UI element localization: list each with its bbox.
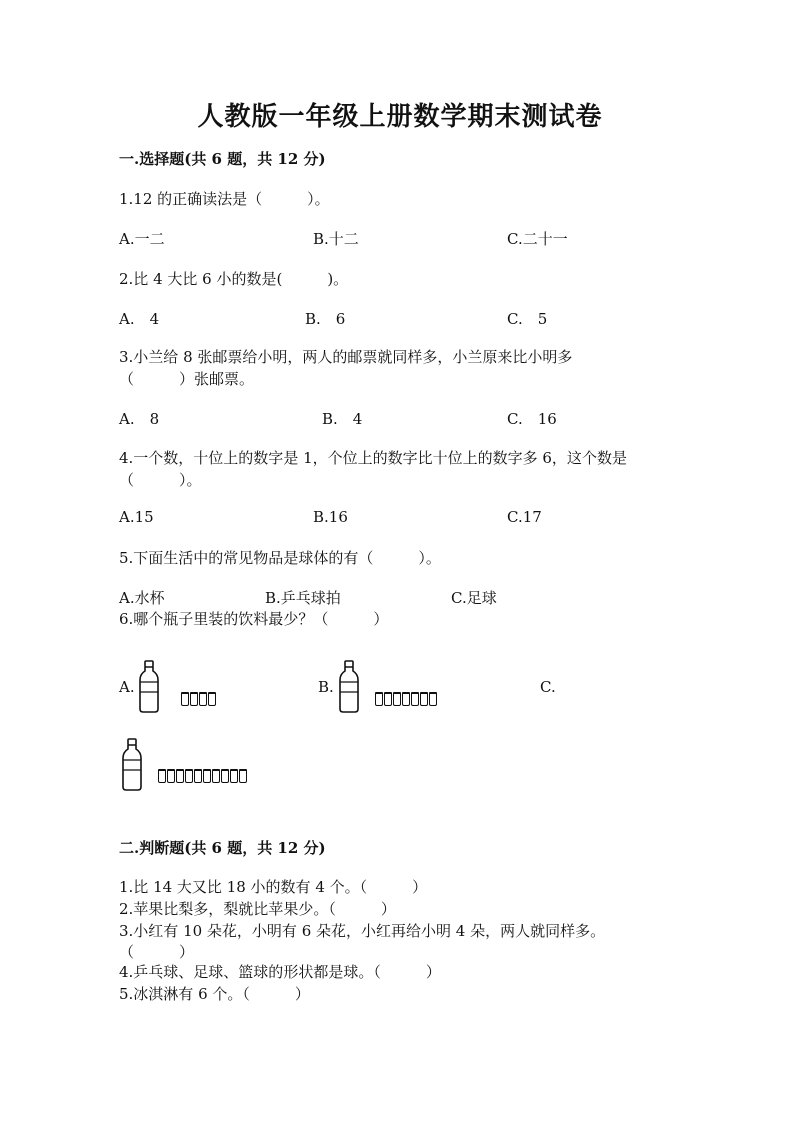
bottle-icon bbox=[137, 660, 161, 714]
question-3-line-1: 3.小兰给 8 张邮票给小明，两人的邮票就同样多，小兰原来比小明多 bbox=[119, 348, 573, 366]
question-5-option-a: A.水杯 bbox=[119, 589, 165, 607]
cup-icon bbox=[230, 769, 238, 783]
question-3-line-2: （ ）张邮票。 bbox=[119, 370, 255, 388]
question-1-option-a: A.一二 bbox=[119, 230, 165, 248]
question-2-option-a: A. 4 bbox=[119, 310, 160, 328]
question-4-option-b: B.16 bbox=[313, 508, 348, 526]
cup-icon bbox=[194, 769, 202, 783]
cup-icon bbox=[420, 692, 428, 706]
question-1-option-b: B.十二 bbox=[313, 230, 359, 248]
judgement-1: 1.比 14 大又比 18 小的数有 4 个。（ ） bbox=[119, 878, 428, 896]
cup-icon bbox=[203, 769, 211, 783]
cups-group-a bbox=[181, 692, 216, 706]
question-4-option-a: A.15 bbox=[119, 508, 154, 526]
cup-icon bbox=[208, 692, 216, 706]
cup-icon bbox=[375, 692, 383, 706]
question-3-option-c: C. 16 bbox=[507, 410, 557, 428]
question-2-option-b: B. 6 bbox=[305, 310, 346, 328]
question-5: 5.下面生活中的常见物品是球体的有（ ）。 bbox=[119, 549, 441, 567]
cup-icon bbox=[176, 769, 184, 783]
question-3-option-b: B. 4 bbox=[322, 410, 363, 428]
section-heading-judgement: 二.判断题(共 6 题，共 12 分) bbox=[119, 839, 326, 857]
judgement-3-line-2: （ ） bbox=[119, 943, 195, 961]
cups-group-c bbox=[158, 769, 247, 783]
question-6-option-a: A. bbox=[119, 678, 135, 696]
cups-group-b bbox=[375, 692, 437, 706]
question-5-option-c: C.足球 bbox=[451, 589, 497, 607]
cup-icon bbox=[158, 769, 166, 783]
bottle-icon bbox=[120, 738, 144, 792]
question-6-option-b: B. bbox=[318, 678, 334, 696]
cup-icon bbox=[185, 769, 193, 783]
cup-icon bbox=[199, 692, 207, 706]
question-2: 2.比 4 大比 6 小的数是( )。 bbox=[119, 270, 349, 288]
judgement-5: 5.冰淇淋有 6 个。（ ） bbox=[119, 985, 310, 1003]
question-4-line-2: （ ）。 bbox=[119, 471, 202, 489]
question-2-option-c: C. 5 bbox=[507, 310, 548, 328]
cup-icon bbox=[212, 769, 220, 783]
question-1-option-c: C.二十一 bbox=[507, 230, 568, 248]
cup-icon bbox=[167, 769, 175, 783]
question-3-option-a: A. 8 bbox=[119, 410, 160, 428]
judgement-2: 2.苹果比梨多，梨就比苹果少。（ ） bbox=[119, 900, 396, 918]
question-6: 6.哪个瓶子里装的饮料最少？（ ） bbox=[119, 610, 389, 628]
cup-icon bbox=[402, 692, 410, 706]
cup-icon bbox=[190, 692, 198, 706]
question-1: 1.12 的正确读法是（ ）。 bbox=[119, 190, 330, 208]
bottle-icon bbox=[337, 660, 361, 714]
cup-icon bbox=[384, 692, 392, 706]
judgement-4: 4.乒乓球、足球、篮球的形状都是球。（ ） bbox=[119, 963, 441, 981]
cup-icon bbox=[221, 769, 229, 783]
question-4-line-1: 4.一个数，十位上的数字是 1，个位上的数字比十位上的数字多 6，这个数是 bbox=[119, 449, 627, 467]
judgement-3-line-1: 3.小红有 10 朵花，小明有 6 朵花，小红再给小明 4 朵，两人就同样多。 bbox=[119, 922, 606, 940]
cup-icon bbox=[393, 692, 401, 706]
cup-icon bbox=[429, 692, 437, 706]
cup-icon bbox=[411, 692, 419, 706]
page-title: 人教版一年级上册数学期末测试卷 bbox=[197, 102, 603, 132]
cup-icon bbox=[181, 692, 189, 706]
question-5-option-b: B.乒乓球拍 bbox=[265, 589, 341, 607]
cup-icon bbox=[239, 769, 247, 783]
question-4-option-c: C.17 bbox=[507, 508, 542, 526]
question-6-option-c: C. bbox=[540, 678, 556, 696]
section-heading-choice: 一.选择题(共 6 题，共 12 分) bbox=[119, 150, 326, 168]
